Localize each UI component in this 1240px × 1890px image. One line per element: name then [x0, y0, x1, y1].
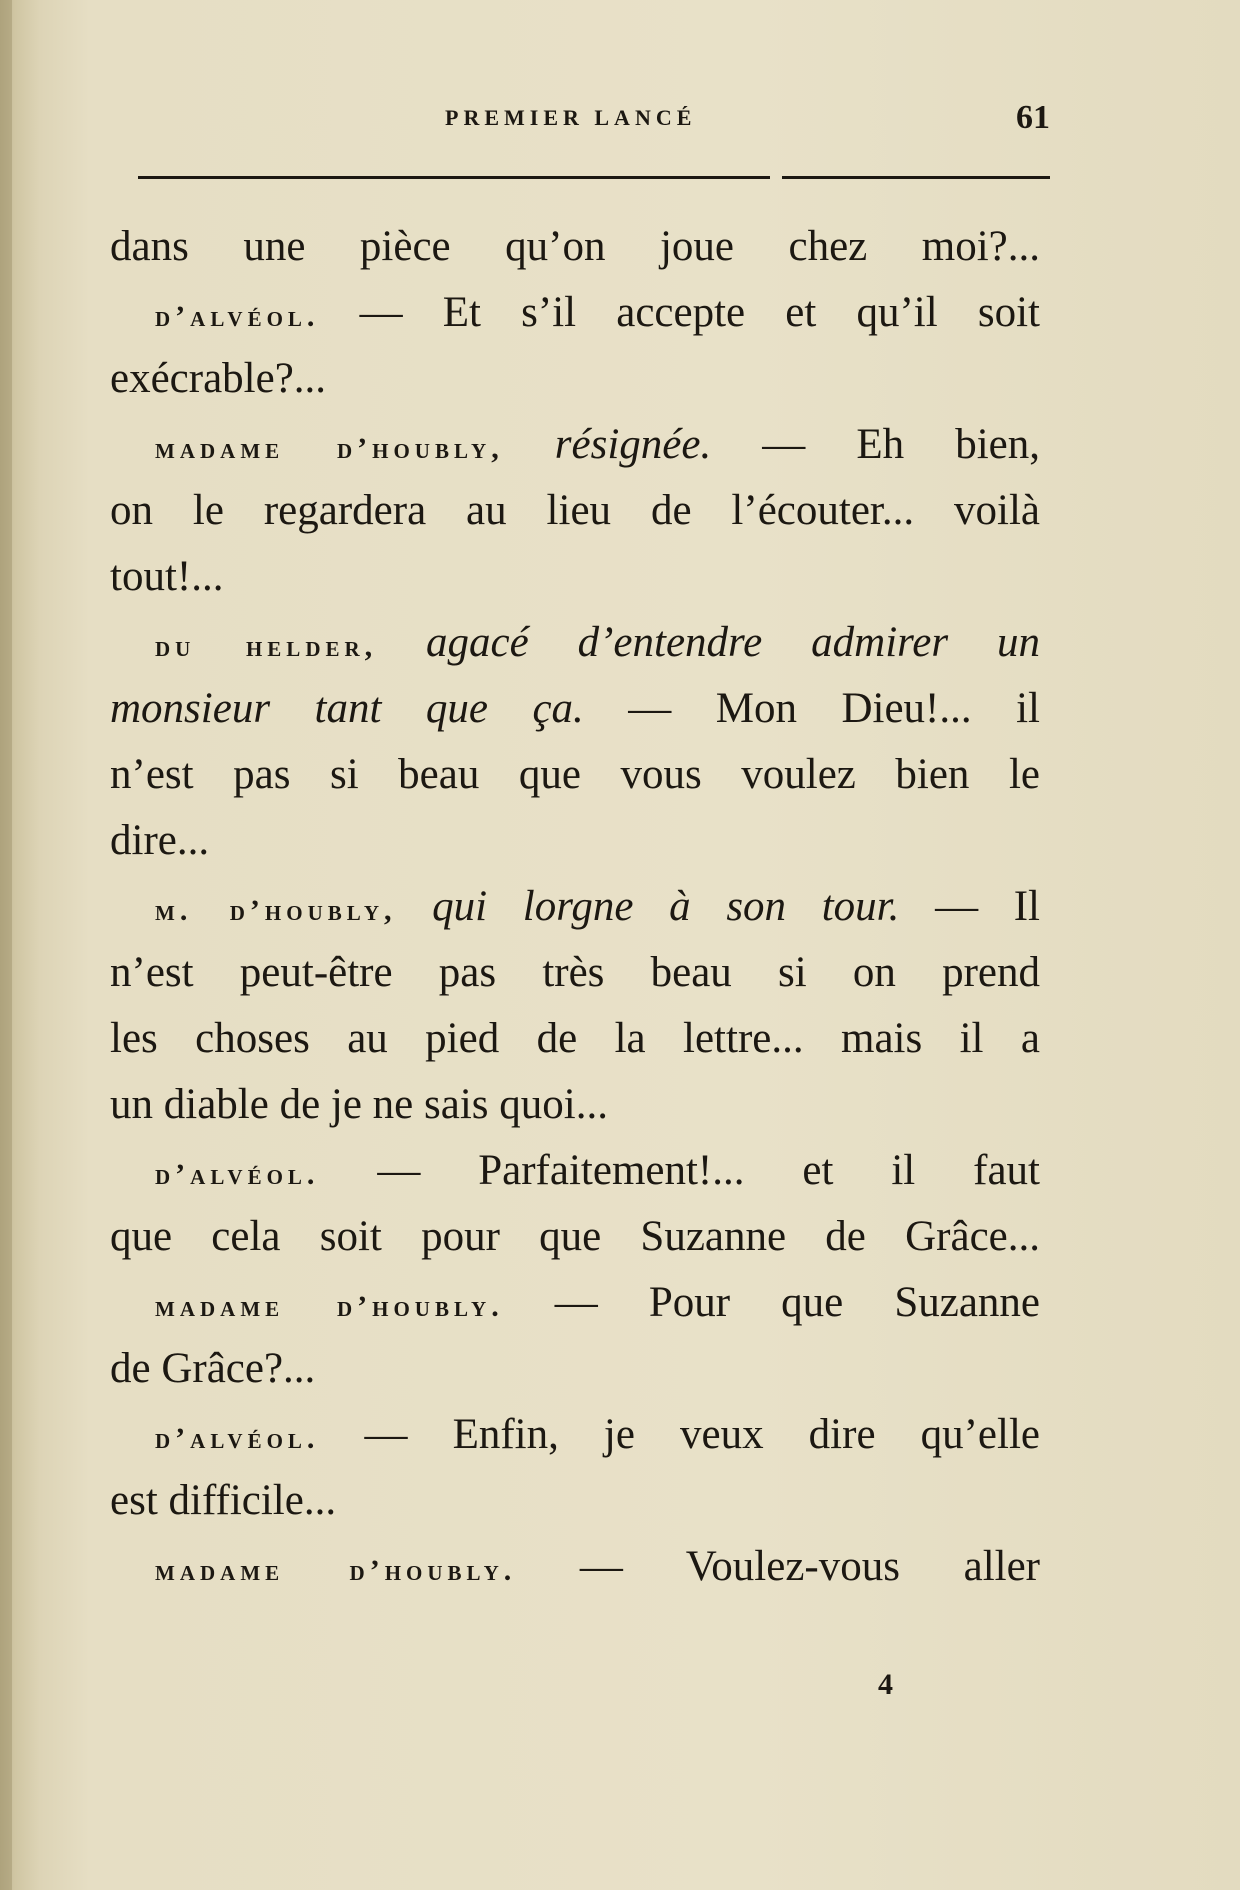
line-text: — Enfin, je veux dire qu’elle [319, 1411, 1040, 1458]
dialogue-line [110, 676, 1040, 742]
line-text: — Eh bien, [711, 421, 1040, 468]
line-text: dire... [110, 817, 210, 864]
line-text: que cela soit pour que Suzanne de Grâce... [110, 1213, 1040, 1260]
text-line [110, 214, 1040, 280]
line-text: dans une pièce qu’on joue chez moi?... [110, 223, 1040, 270]
signature-mark: 4 [878, 1668, 893, 1701]
text-line [110, 1468, 1040, 1534]
speaker-name: madame d’houbly, [155, 432, 504, 465]
line-text: tout!... [110, 553, 224, 600]
running-title: PREMIER LANCÉ [445, 105, 697, 130]
speaker-name: m. d’houbly, [155, 894, 397, 927]
text-line [110, 478, 1040, 544]
page-number: 61 [1016, 99, 1050, 136]
line-text: on le regardera au lieu de l’écouter... voilà [110, 487, 1040, 534]
line-text: — Et s’il accepte et qu’il soit [319, 289, 1040, 336]
dialogue-line [110, 1534, 1040, 1600]
stage-direction: résignée. [503, 421, 712, 468]
stage-direction: monsieur tant que ça. [110, 685, 584, 732]
speaker-name: d’alvéol. [155, 300, 320, 333]
line-text: n’est peut-être pas très beau si on prend [110, 949, 1040, 996]
line-text: — Pour que Suzanne [503, 1279, 1040, 1326]
line-text: n’est pas si beau que vous voulez bien le [110, 751, 1040, 798]
text-line [110, 1336, 1040, 1402]
body-text [110, 214, 1040, 1600]
page-edge [0, 0, 12, 1890]
page-header [130, 99, 1050, 155]
dialogue-line [110, 874, 1040, 940]
line-text: exécrable?... [110, 355, 327, 402]
text-line [110, 808, 1040, 874]
text-line [110, 1006, 1040, 1072]
dialogue-line [110, 610, 1040, 676]
dialogue-line [110, 1402, 1040, 1468]
speaker-name: madame d’houbly. [155, 1554, 517, 1587]
line-text: — Mon Dieu!... il [583, 685, 1040, 732]
line-text: — Voulez-vous aller [516, 1543, 1040, 1590]
dialogue-line [110, 1138, 1040, 1204]
text-line [110, 742, 1040, 808]
line-text: de Grâce?... [110, 1345, 316, 1392]
line-text: est difficile... [110, 1477, 337, 1524]
dialogue-line [110, 412, 1040, 478]
line-text: — Parfaitement!... et il faut [319, 1147, 1040, 1194]
speaker-name: d’alvéol. [155, 1422, 320, 1455]
text-line [110, 1204, 1040, 1270]
line-text: — Il [899, 883, 1041, 930]
speaker-name: d’alvéol. [155, 1158, 320, 1191]
stage-direction: qui lorgne à son tour. [396, 883, 900, 930]
speaker-name: madame d’houbly. [155, 1290, 504, 1323]
header-rule-left [138, 176, 770, 179]
text-line [110, 346, 1040, 412]
text-line [110, 544, 1040, 610]
text-line [110, 1072, 1040, 1138]
dialogue-line [110, 280, 1040, 346]
line-text: un diable de je ne sais quoi... [110, 1081, 608, 1128]
line-text: les choses au pied de la lettre... mais il a [110, 1015, 1040, 1062]
stage-direction: agacé d’entendre admirer un [377, 619, 1040, 666]
header-rule-right [782, 176, 1050, 179]
dialogue-line [110, 1270, 1040, 1336]
speaker-name: du helder, [155, 630, 378, 663]
text-line [110, 940, 1040, 1006]
